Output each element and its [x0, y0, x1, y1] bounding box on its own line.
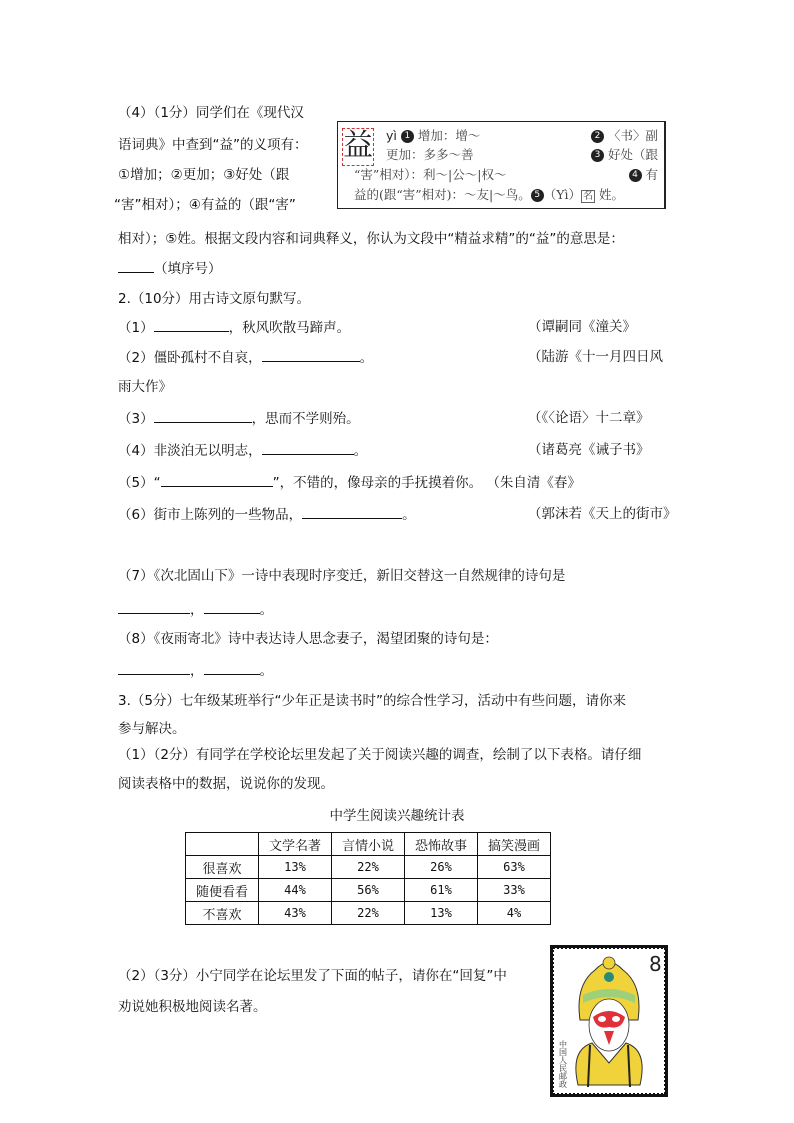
item-suffix: 。 [359, 350, 374, 366]
answer-blank[interactable] [204, 599, 260, 614]
item-suffix: ，秋风吹散马蹄声。 [228, 320, 351, 336]
row-label: 不喜欢 [186, 902, 259, 925]
table-row [186, 902, 551, 925]
dict-headword: 益 [342, 128, 374, 166]
comma: ， [190, 602, 204, 618]
q2-item-8-blanks [118, 660, 273, 681]
row-label: 很喜欢 [186, 856, 259, 879]
q2-item-8: （8）《夜雨寄北》诗中表达诗人思念妻子，渴望团聚的诗句是： [118, 631, 498, 647]
q1-4-line: 相对）；⑤姓。根据文段内容和词典释义，你认为文段中“精益求精”的“益”的意思是： [118, 231, 624, 247]
q3-sub1: 阅读表格中的数据，说说你的发现。 [118, 776, 334, 792]
table-cell: 61% [405, 879, 478, 902]
sense-text: 益的(跟“害”相对)：～友|～鸟。 [354, 187, 531, 202]
row-label: 随便看看 [186, 879, 259, 902]
q2-item-6 [118, 504, 416, 525]
sense-number: 2 [591, 130, 604, 143]
answer-blank[interactable] [161, 472, 273, 487]
source-citation-cont: 雨大作》 [118, 379, 172, 395]
q2-item-4 [118, 440, 367, 461]
table-cell: 33% [478, 879, 551, 902]
sense-text: 有 [645, 167, 658, 182]
q3-title: 参与解决。 [118, 721, 186, 737]
item-prefix: （6）街市上陈列的一些物品， [118, 507, 303, 523]
sense-text: 姓。 [598, 187, 624, 202]
sense-text: 更加：多多～善 [386, 147, 474, 162]
source-citation: （陆游《十一月四日风 [528, 349, 663, 365]
table-row [186, 879, 551, 902]
answer-blank[interactable] [118, 599, 190, 614]
q1-4-answer [118, 258, 222, 279]
table-cell: 63% [478, 856, 551, 879]
answer-blank[interactable] [204, 660, 260, 675]
sense-number: 4 [629, 169, 642, 182]
monkey-king-stamp-image [550, 945, 668, 1097]
answer-hint: （填序号） [154, 261, 222, 277]
q1-4-line: （4）（1分）同学们在《现代汉 [118, 105, 304, 121]
q2-title: 2.（10分）用古诗文原句默写。 [118, 291, 311, 307]
table-cell: 44% [259, 879, 332, 902]
answer-blank[interactable] [262, 347, 360, 362]
header-cell: 文学名著 [259, 833, 332, 856]
sense-number: 5 [531, 189, 544, 202]
q2-item-3 [118, 408, 360, 429]
item-suffix: ，思而不学则殆。 [251, 411, 360, 427]
answer-blank[interactable] [262, 440, 354, 455]
item-prefix: （1） [118, 320, 154, 336]
table-cell: 26% [405, 856, 478, 879]
header-cell: 搞笑漫画 [478, 833, 551, 856]
dictionary-entry-image [337, 121, 666, 209]
source-citation: （郭沫若《天上的街市》 [528, 506, 677, 522]
answer-blank[interactable] [118, 660, 190, 675]
q2-item-7: （7）《次北固山下》一诗中表现时序变迁，新旧交替这一自然规律的诗句是 [118, 568, 566, 584]
svg-text:中国人民邮政: 中国人民邮政 [558, 1040, 568, 1088]
source-citation: （诸葛亮《诫子书》 [528, 442, 650, 458]
sense-text: （Yì） [543, 187, 581, 202]
q1-4-line: ①增加；②更加；③好处（跟 [118, 167, 290, 183]
item-suffix: 。 [402, 507, 416, 523]
sense-text: 好处（跟 [607, 147, 658, 162]
table-cell: 43% [259, 902, 332, 925]
q3-sub2: （2）（3分）小宁同学在论坛里发了下面的帖子，请你在“回复”中 [118, 968, 507, 984]
table-cell: 22% [332, 856, 405, 879]
q2-item-5 [118, 472, 581, 493]
period: 。 [259, 602, 273, 618]
source-citation: （《〈论语〉十二章》 [528, 410, 650, 426]
header-cell [186, 833, 259, 856]
item-prefix: （5）“ [118, 475, 161, 491]
sense-text: “害”相对）：利～|公～|权～ [354, 167, 507, 182]
answer-blank[interactable] [154, 408, 252, 423]
item-suffix: ”，不错的，像母亲的手抚摸着你。 [272, 475, 483, 491]
pos-tag: 名 [583, 191, 593, 202]
item-prefix: （4）非淡泊无以明志， [118, 443, 262, 459]
table-cell: 13% [405, 902, 478, 925]
sense-text: 增加：增～ [417, 128, 481, 143]
reading-interest-table [185, 832, 551, 925]
sense-number: 3 [591, 149, 604, 162]
table-caption: 中学生阅读兴趣统计表 [329, 808, 465, 824]
sense-number: 1 [401, 130, 414, 143]
item-prefix: （3） [118, 411, 154, 427]
period: 。 [259, 663, 273, 679]
answer-blank[interactable] [118, 258, 154, 273]
q1-4-line: 语词典》中查到“益”的义项有： [118, 137, 308, 153]
q3-title: 3.（5分）七年级某班举行“少年正是读书时”的综合性学习，活动中有些问题，请你来 [118, 693, 626, 709]
source-citation: （朱自清《春》 [486, 475, 581, 491]
table-cell: 56% [332, 879, 405, 902]
table-row [186, 856, 551, 879]
q2-item-2 [118, 347, 373, 368]
item-suffix: 。 [353, 443, 368, 459]
svg-text:8: 8 [649, 952, 662, 976]
q3-sub1: （1）（2分）有同学在学校论坛里发起了关于阅读兴趣的调查，绘制了以下表格。请仔细 [118, 747, 642, 763]
answer-blank[interactable] [154, 317, 229, 332]
table-cell: 22% [332, 902, 405, 925]
q1-4-line: “害”相对）；④有益的（跟“害” [114, 197, 296, 213]
item-prefix: （2）僵卧孤村不自哀， [118, 350, 262, 366]
table-header-row [186, 833, 551, 856]
answer-blank[interactable] [302, 504, 402, 519]
header-cell: 言情小说 [332, 833, 405, 856]
comma: ， [190, 663, 204, 679]
dict-pinyin: yì [386, 128, 397, 143]
table-cell: 13% [259, 856, 332, 879]
q3-sub2: 劝说她积极地阅读名著。 [118, 999, 267, 1015]
table-cell: 4% [478, 902, 551, 925]
sense-text: 〈书〉副 [607, 128, 658, 143]
q2-item-7-blanks [118, 599, 273, 620]
header-cell: 恐怖故事 [405, 833, 478, 856]
source-citation: （谭嗣同《潼关》 [528, 319, 636, 335]
q2-item-1 [118, 317, 350, 338]
